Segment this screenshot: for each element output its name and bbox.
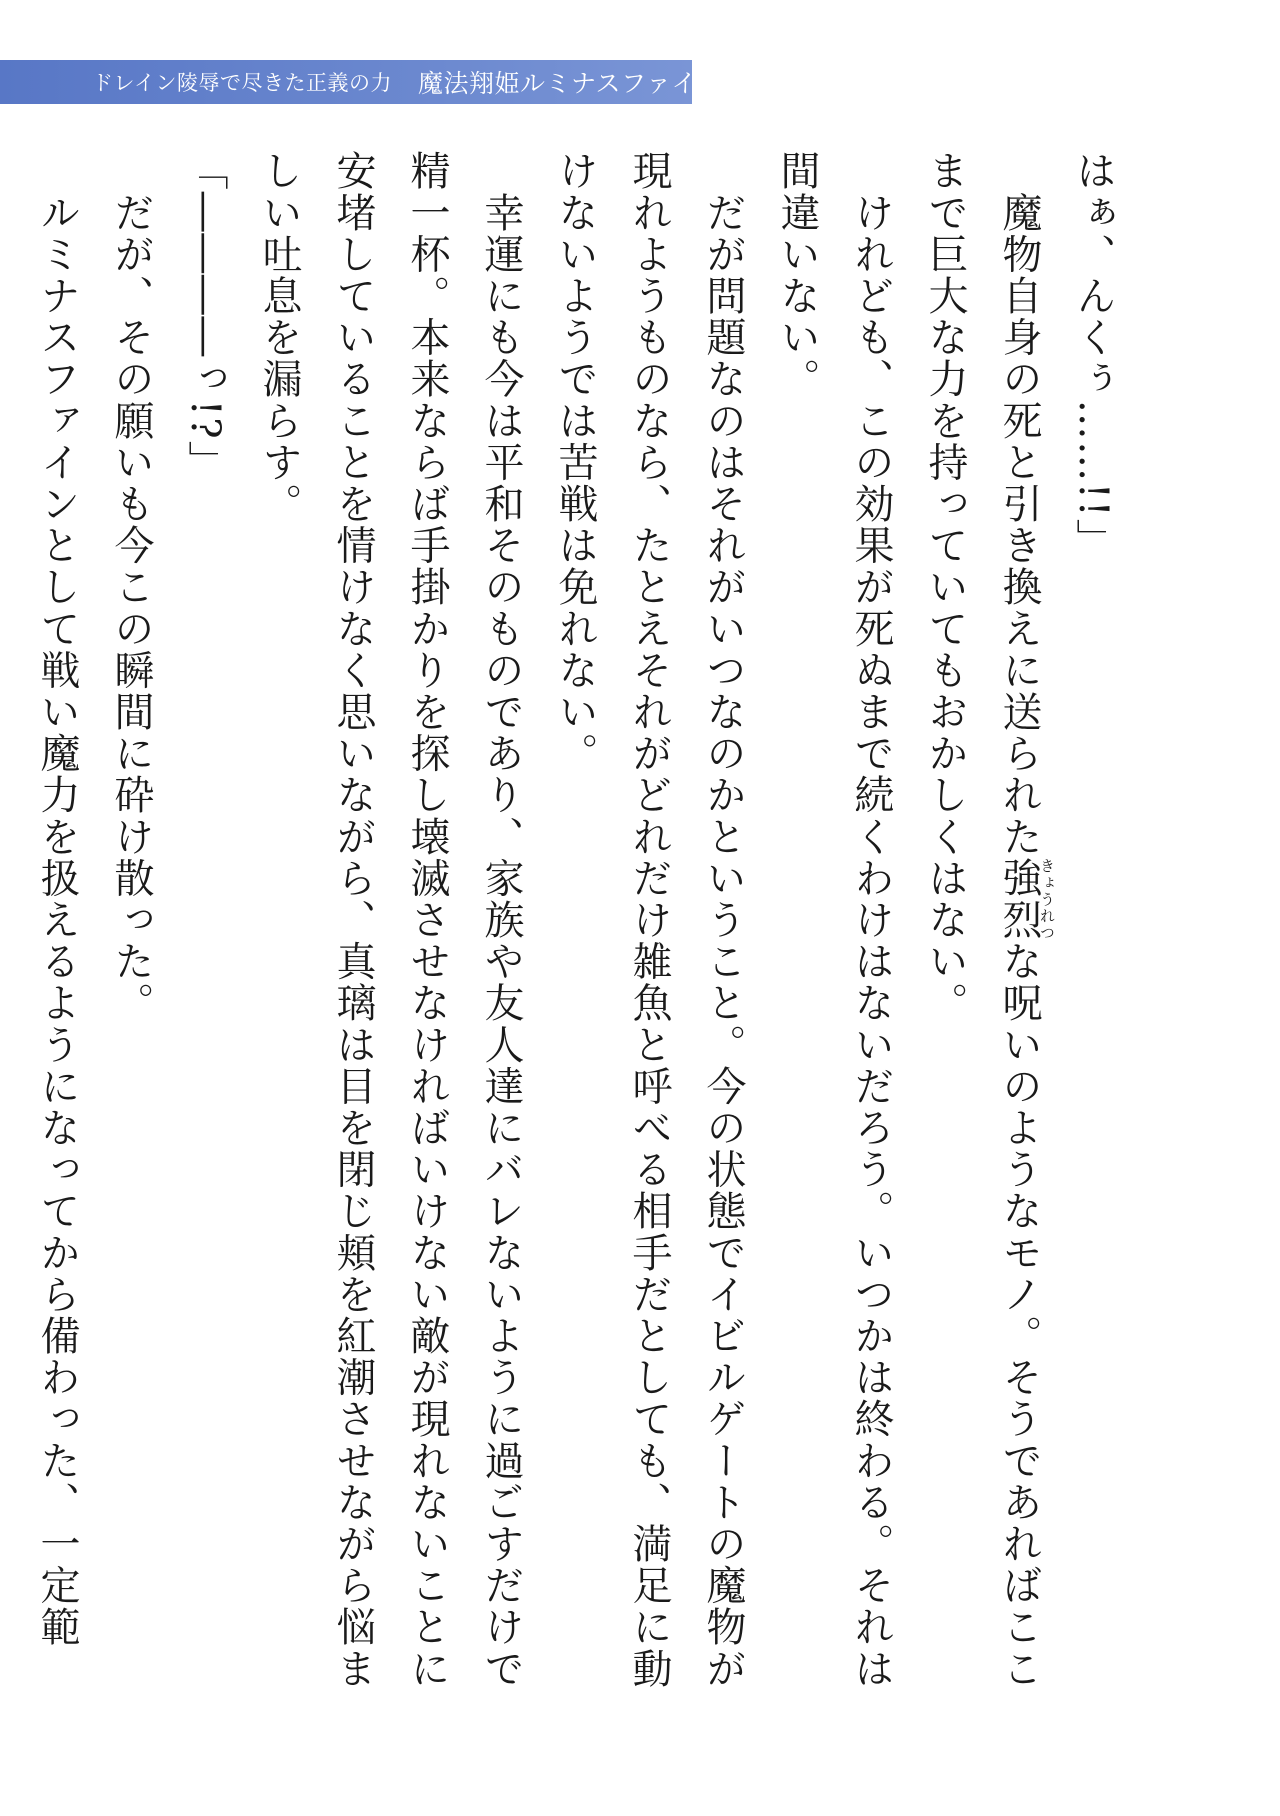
paragraph-1: はぁ、んくぅ……!!」 — [1070, 150, 1116, 560]
ruby-kyouretsu: 強烈きょうれつ — [996, 857, 1056, 941]
paragraph-4: だが問題なのはそれがいつなのかということ。今の状態でイビルゲートの魔物が現れようものなら、たとえそれがどれだけ雑魚と呼べる相手だとしても、満足に動けないようでは苦戦は免れない。 — [552, 150, 746, 1690]
paragraph-5: 幸運にも今は平和そのものであり、家族や友人達にバレないように過ごすだけで精一杯。本来ならば手掛かりを探し壊滅させなければいけない敵が現れないことに安堵していることを情けなく思いながら、真璃は目を閉じ頬を紅潮させながら悩ましい吐息を漏らす。 — [256, 150, 524, 1690]
work-title: 魔法翔姫ルミナスファイン — [417, 69, 723, 98]
paragraph-2: 魔物自身の死と引き換えに送られた強烈きょうれつな呪いのようなモノ。そうであればここまで巨大な力を持っていてもおかしくはない。 — [922, 150, 1056, 1690]
vertical-body-text — [34, 150, 1130, 1690]
paragraph-7: だが、その願いも今この瞬間に砕け散った。 — [108, 191, 154, 1024]
paragraph-3: けれども、この効果が死ぬまで続くわけはないだろう。いつかは終わる。それは間違いない。 — [774, 150, 894, 1690]
paragraph-8: ルミナスファインとして戦い魔力を扱えるようになってから備わった、一定範 — [34, 191, 80, 1648]
running-header — [0, 60, 723, 104]
paragraph-6: 「――――っ!?」 — [182, 150, 228, 482]
series-title: ドレイン陵辱で尽きた正義の力 — [92, 71, 392, 95]
